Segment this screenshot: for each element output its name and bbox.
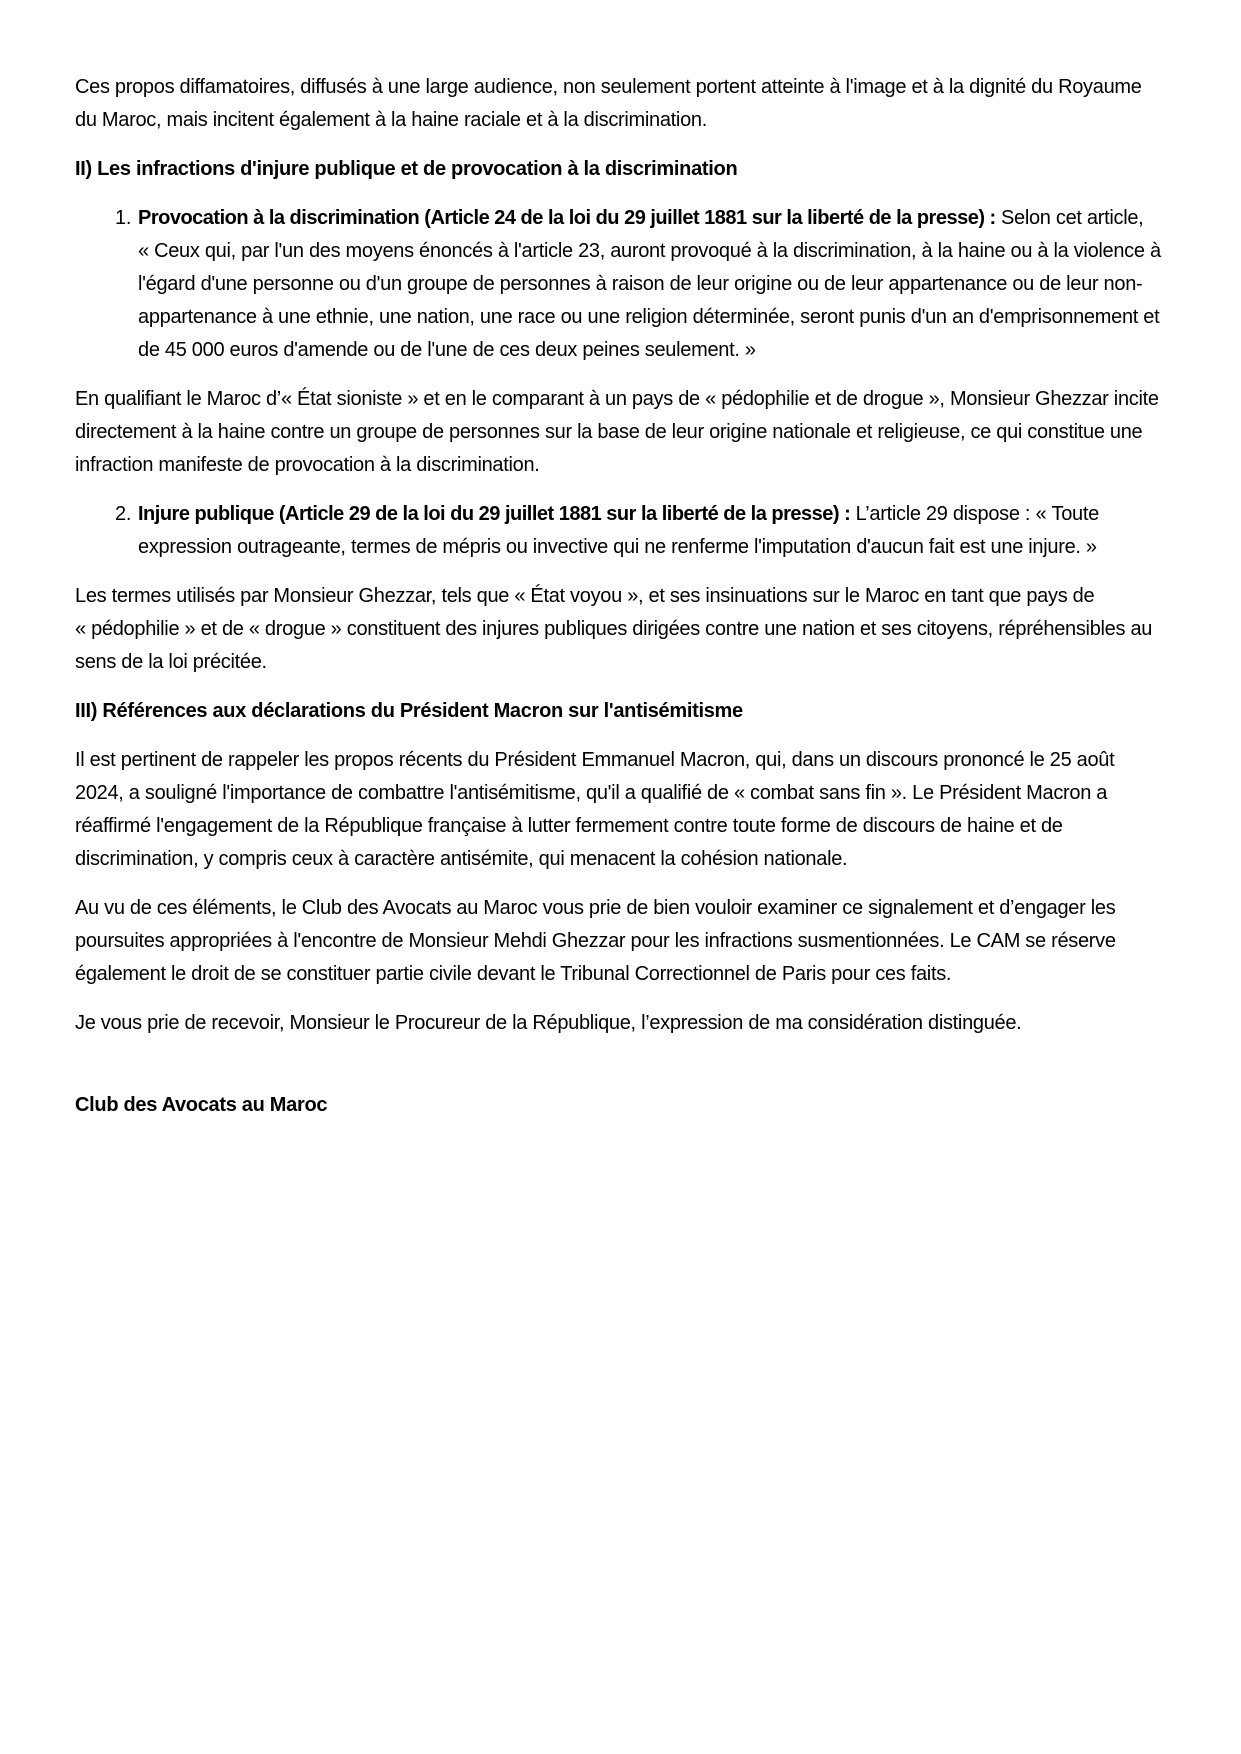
list-item-1 — [115, 202, 1167, 367]
list-item-2-body — [138, 498, 1167, 564]
list-item-1-number: 1. — [115, 207, 132, 229]
paragraph-injures: Les termes utilisés par Monsieur Ghezzar, tels que « État voyou », et ses insinuations sur le Maroc en tant que pays de « pédophilie » et de « drogue » constituent des injures publiques dirigées contre une nation et ses citoyens, répréhensibles au sens de la loi précitée. — [75, 585, 1153, 673]
list-item-2-text: L’article 29 dispose : « Toute expression outrageante, termes de mépris ou invective qui ne renferme l'imputation d'aucun fait est une injure. » — [138, 503, 1099, 558]
list-item-2-number: 2. — [115, 503, 132, 525]
paragraph-demande: Au vu de ces éléments, le Club des Avocats au Maroc vous prie de bien vouloir examiner ce signalement et d’engager les poursuites appropriées à l'encontre de Monsieur Mehdi Ghezzar pour les infractions susmentionnées. Le CAM se réserve également le droit de se constituer partie civile devant le Tribunal Correctionnel de Paris pour ces faits. — [75, 897, 1116, 985]
list-item-2 — [115, 498, 1167, 564]
signature: Club des Avocats au Maroc — [75, 1094, 328, 1116]
heading-section-3: III) Références aux déclarations du Président Macron sur l'antisémitisme — [75, 700, 743, 722]
heading-section-2: II) Les infractions d'injure publique et de provocation à la discrimination — [75, 158, 738, 180]
list-item-2-lead: Injure publique (Article 29 de la loi du 29 juillet 1881 sur la liberté de la presse) : — [138, 503, 851, 525]
list-item-1-lead: Provocation à la discrimination (Article 24 de la loi du 29 juillet 1881 sur la liberté de la presse) : — [138, 207, 996, 229]
list-item-1-body — [138, 202, 1167, 367]
list-item-1-text: Selon cet article, « Ceux qui, par l'un des moyens énoncés à l'article 23, auront provoqué à la discrimination, à la haine ou à la violence à l'égard d'une personne ou d'un groupe de personnes à raison de leur origine ou de leur appartenance ou de leur non-appartenance à une ethnie, une nation, une race ou une religion déterminée, seront punis d'un an d'emprisonnement et de 45 000 euros d'amende ou de l'une de ces deux peines seulement. » — [138, 207, 1161, 361]
paragraph-intro: Ces propos diffamatoires, diffusés à une large audience, non seulement portent atteinte à l'image et à la dignité du Royaume du Maroc, mais incitent également à la haine raciale et à la discrimination. — [75, 76, 1142, 131]
paragraph-closing: Je vous prie de recevoir, Monsieur le Procureur de la République, l’expression de ma considération distinguée. — [75, 1012, 1022, 1034]
paragraph-qualification: En qualifiant le Maroc d’« État sioniste » et en le comparant à un pays de « pédophilie et de drogue », Monsieur Ghezzar incite directement à la haine contre un groupe de personnes sur la base de leur origine nationale et religieuse, ce qui constitue une infraction manifeste de provocation à la discrimination. — [75, 388, 1159, 476]
paragraph-macron: Il est pertinent de rappeler les propos récents du Président Emmanuel Macron, qui, dans un discours prononcé le 25 août 2024, a souligné l'importance de combattre l'antisémitisme, qu'il a qualifié de « combat sans fin ». Le Président Macron a réaffirmé l'engagement de la République française à lutter fermement contre toute forme de discours de haine et de discrimination, y compris ceux à caractère antisémite, qui menacent la cohésion nationale. — [75, 749, 1115, 870]
